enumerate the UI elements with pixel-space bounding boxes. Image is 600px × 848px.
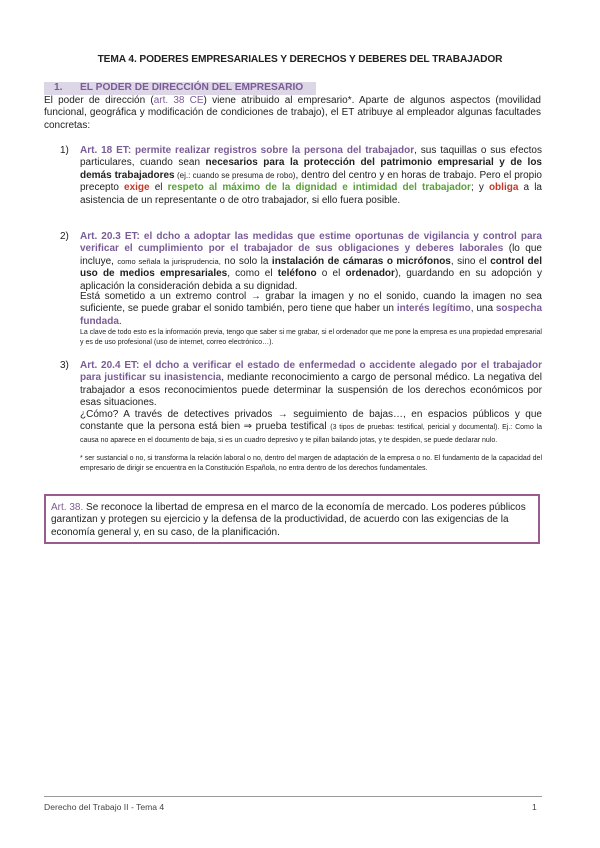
document-title: TEMA 4. PODERES EMPRESARIALES Y DERECHOS Y DEBERES DEL TRABAJADOR xyxy=(97,54,503,65)
item1-t4: ; y xyxy=(470,182,489,194)
item2-number: 2) xyxy=(60,231,69,242)
item1-b1: necesarios para la protección del patrimonio empresarial y de los demás trabajadores xyxy=(80,157,542,181)
item2-t3: , sino el xyxy=(450,255,491,267)
item2-note: La clave de todo esto es la información previa, tengo que saber si me grabar, si el ordenador que me pone la empresa es una propiedad empresarial y es de uso profesional (uso de internet, correo electrónico…). xyxy=(80,329,542,346)
item2-p2c: , una xyxy=(470,303,496,315)
item1-t2: , dentro del centro y en horas de trabajo. Pero el propio precepto xyxy=(80,169,542,194)
item1-t3: el xyxy=(149,182,168,194)
item2-b4: ordenador xyxy=(345,268,395,280)
item2-ref: Art. 20.3 ET xyxy=(80,231,137,242)
intro-text-1: El poder de dirección ( xyxy=(44,95,154,106)
item2-t2: no solo la xyxy=(220,255,272,267)
item2-s1: : el dcho a adoptar las medidas que estime oportunas de vigilancia y control para verificar el cumplimiento por el trabajador de sus obligaciones y deberes laborales xyxy=(80,231,542,255)
item2-paragraph xyxy=(80,231,542,293)
intro-paragraph xyxy=(44,95,541,132)
footer-label: Derecho del Trabajo II - Tema 4 xyxy=(44,802,165,812)
item3-note1: (3 tipos de pruebas: testifical, pericial y documental). Ej.: Como la causa no aparece en el documento de baja, si es un cuadro depresivo y te pillan bailando jotas, y te despiden, se puede declarar nulo. xyxy=(80,424,543,444)
section-heading xyxy=(44,82,316,95)
item1-exige: exige xyxy=(124,182,150,194)
item1-number: 1) xyxy=(60,145,69,156)
item2-b3: teléfono xyxy=(277,268,317,280)
item2-p2b: interés legítimo xyxy=(396,303,471,315)
item2-p2a: Está sometido a un extremo control → grabar la imagen y no el sonido, cuando la imagen no sea suficiente, se puede grabar el sonido también, pero tiene que haber un xyxy=(80,291,542,315)
section-number: 1. xyxy=(54,82,63,93)
item2-note1: como señala la jurisprudencia, xyxy=(117,256,221,266)
section-title: EL PODER DE DIRECCIÓN DEL EMPRESARIO xyxy=(80,82,304,93)
item3-paragraph xyxy=(80,360,542,410)
intro-ref: art. 38 CE xyxy=(153,95,204,106)
article-38-box xyxy=(44,494,540,544)
item1-obliga: obliga xyxy=(488,182,519,194)
item2-paragraph-2 xyxy=(80,291,542,328)
item2-t4: , como el xyxy=(227,268,278,280)
item1-t1: , sus taquillas o sus efectos particulares, cuando sean xyxy=(80,145,542,169)
item3-p2a: ¿Cómo? A través de detectives privados → seguimiento de bajas…, en espacios públicos y que constante que la persona está bien ⇒ prueba testifical xyxy=(80,409,542,433)
item1-ref: Art. 18 ET xyxy=(80,145,128,156)
item1-note1: (ej.: cuando se presuma de robo) xyxy=(174,170,296,180)
item2-t6: ), guardando en su adopción y aplicación la consideración debida a su dignidad. xyxy=(80,268,542,292)
item3-ref: Art. 20.4 ET xyxy=(80,360,137,371)
item3-footnote: * ser sustancial o no, si transforma la relación laboral o no, dentro del margen de adaptación de la empresa o no. El fundamento de la capacidad del empresario de dirigir se encuentra en la Constitución Española, no entra dentro de los derechos fundamentales. xyxy=(80,455,542,472)
box-text: Se reconoce la libertad de empresa en el marco de la economía de mercado. Los poderes públicos garantizan y protegen su ejercicio y la defensa de la productividad, de acuerdo con las exigencias de la economía general y, en su caso, de la planificación. xyxy=(51,502,526,538)
item3-s1: : el dcho a verificar el estado de enfermedad o accidente alegado por el trabajador para justificar su inasistencia xyxy=(80,360,542,384)
item1-s1: : permite realizar registros sobre la persona del trabajador xyxy=(127,145,415,156)
item2-p2e: . xyxy=(118,315,122,327)
item2-p2d: sospecha fundada xyxy=(80,303,543,327)
item1-green: respeto al máximo de la dignidad e intimidad del trabajador xyxy=(167,182,471,194)
item2-b2: control del uso de medios empresariales xyxy=(80,255,542,280)
box-ref: Art. 38. xyxy=(51,502,84,513)
item1-paragraph xyxy=(80,145,542,207)
item3-paragraph-2 xyxy=(80,409,542,446)
item2-t1: (lo que incluye, xyxy=(80,243,542,267)
intro-text-2: ) viene atribuido al empresario*. Aparte de algunos aspectos (movilidad funcional, geográfica y modificación de condiciones de trabajo), el ET atribuye al empleador algunas facultades concretas: xyxy=(44,95,541,131)
item3-number: 3) xyxy=(60,360,69,371)
item1-t5: a la asistencia de un representante o de otro trabajador, si ello fuera posible. xyxy=(80,182,542,206)
item2-b1: instalación de cámaras o micrófonos xyxy=(271,255,451,267)
item3-t1: , mediante reconocimiento a cargo de personal médico. La negativa del trabajador a esos reconocimientos puede determinar la suspensión de los derechos económicos por esas situaciones. xyxy=(80,372,542,409)
footer-divider xyxy=(44,796,542,797)
item2-t5: o el xyxy=(316,268,346,280)
page-number: 1 xyxy=(532,802,537,812)
